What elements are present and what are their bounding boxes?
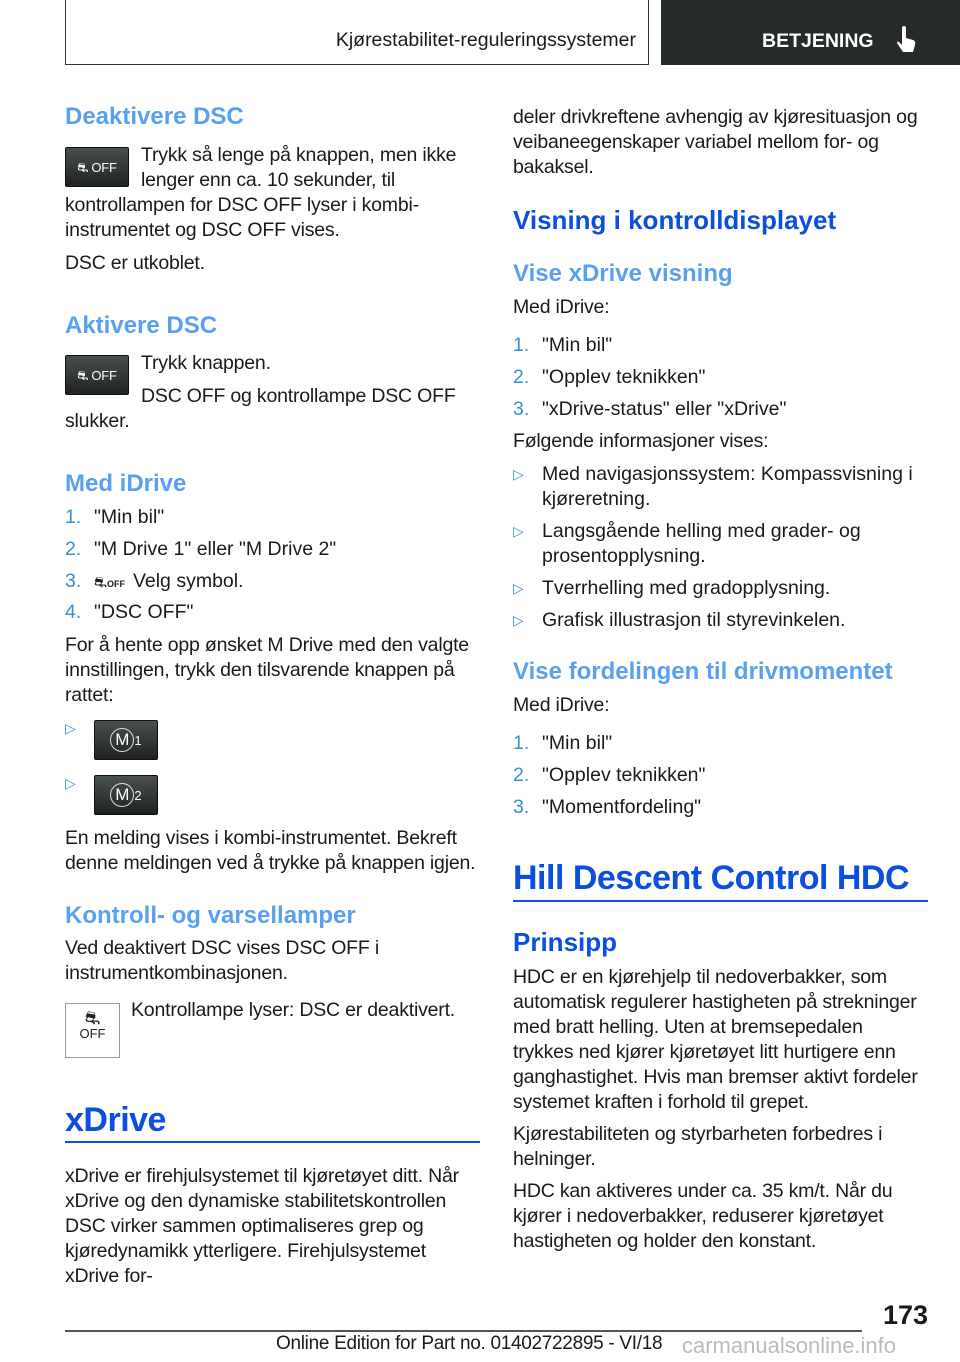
bullet-triangle-icon: ▷ <box>513 523 524 539</box>
list-item: 2. "M Drive 1" eller "M Drive 2" <box>65 538 337 560</box>
heading-activate-dsc: Aktivere DSC <box>65 312 218 339</box>
dsc-off-symbol-icon: ⛐OFF <box>94 574 125 591</box>
idrive-intro: Med iDrive: <box>513 296 610 318</box>
heading-principle: Prinsipp <box>513 927 618 957</box>
bullet-item: ▷ Grafisk illustrasjon til styrevinkelen. <box>513 609 846 631</box>
car-skid-icon: ⛐ <box>77 367 89 383</box>
bullet-item: ▷ Med navigasjonssystem: Kompassvisning i kjøreretning. <box>513 463 913 510</box>
list-item: 1. "Min bil" <box>513 334 613 356</box>
m1-button[interactable]: M 1 <box>94 720 158 760</box>
activate-paragraph: ⛐ OFF Trykk knappen. DSC OFF og kontrollampe DSC OFF slukker. <box>65 352 456 432</box>
heading-rule <box>513 900 928 902</box>
idrive-intro: Med iDrive: <box>513 694 610 716</box>
hdc-paragraph-2: Kjørestabiliteten og styrbarheten forbedres i helninger. <box>513 1123 883 1170</box>
m-drive-paragraph: For å hente opp ønsket M Drive med den valgte innstillingen, trykk den tilsvarende knappen på rattet: <box>65 634 469 706</box>
bullet-m1 <box>65 716 484 760</box>
header-chapter-tab[interactable] <box>661 0 960 65</box>
lamp-description: Kontrollampe lyser: DSC er deaktivert. <box>131 999 456 1021</box>
header-section-box <box>65 0 649 65</box>
xdrive-paragraph-continued: deler drivkreftene avhengig av kjøresituasjon og veibaneegenskaper variabel mellom for- og bakaksel. <box>513 106 918 178</box>
car-skid-icon: ⛐ <box>77 159 89 175</box>
list-item: 4. "DSC OFF" <box>65 601 194 623</box>
footer-edition: Online Edition for Part no. 01402722895 - VI/18 <box>276 1333 663 1354</box>
hdc-paragraph-3: HDC kan aktiveres under ca. 35 km/t. Når du kjører i nedoverbakker, reduserer kjøretøyet hastigheten og holder den konstant. <box>513 1180 893 1252</box>
deactivate-paragraph: ⛐ OFF Trykk så lenge på knappen, men ikke lenger enn ca. 10 sekunder, til kontrollampen for DSC OFF lyser i kombi-instrumentet og DSC OFF vises. <box>65 144 457 241</box>
car-skid-icon: ⛐ <box>84 1008 101 1028</box>
dsc-off-button-icon: ⛐ OFF <box>65 355 129 395</box>
watermark: carmanualsonline.info <box>682 1333 897 1358</box>
heading-lamps: Kontroll- og varsellamper <box>65 902 356 929</box>
bullet-triangle-icon: ▷ <box>513 466 524 482</box>
lamps-paragraph: Ved deaktivert DSC vises DSC OFF i instrumentkombinasjonen. <box>65 937 379 984</box>
chapter-title: BETJENING <box>762 30 874 52</box>
list-item: 3. "xDrive-status" eller "xDrive" <box>513 398 787 420</box>
dsc-off-status: DSC er utkoblet. <box>65 252 205 274</box>
list-item: 3. "Momentfordeling" <box>513 796 702 818</box>
heading-torque-distribution: Vise fordelingen til drivmomentet <box>513 658 893 685</box>
dsc-off-lamp-icon: ⛐ OFF <box>65 1003 120 1058</box>
heading-rule <box>65 1141 480 1143</box>
m2-button[interactable]: M 2 <box>94 775 158 815</box>
bullet-triangle-icon: ▷ <box>513 612 524 628</box>
bullet-item: ▷ Langsgående helling med grader- og prosentopplysning. <box>513 520 861 567</box>
list-item: 1. "Min bil" <box>65 506 165 528</box>
list-item: 1. "Min bil" <box>513 732 613 754</box>
bullet-triangle-icon: ▷ <box>513 580 524 596</box>
heading-xdrive-view: Vise xDrive visning <box>513 260 733 287</box>
heading-deactivate-dsc: Deaktivere DSC <box>65 103 244 130</box>
info-intro: Følgende informasjoner vises: <box>513 430 769 452</box>
heading-hdc: Hill Descent Control HDC <box>513 859 910 897</box>
xdrive-paragraph: xDrive er firehjulsystemet til kjøretøyet ditt. Når xDrive og den dynamiske stabilitetskontrollen DSC virker sammen optimaliseres grep og kjøredynamikk ytterligere. Firehjulsystemet xDrive for- <box>65 1165 459 1287</box>
list-item: 3. ⛐OFF Velg symbol. <box>65 570 244 592</box>
dsc-off-button-icon: ⛐ OFF <box>65 147 129 187</box>
list-item: 2. "Opplev teknikken" <box>513 764 706 786</box>
heading-control-display: Visning i kontrolldisplayet <box>513 205 837 235</box>
message-paragraph: En melding vises i kombi-instrumentet. Bekreft denne meldingen ved å trykke på knappen igjen. <box>65 827 476 874</box>
bullet-item: ▷ Tverrhelling med gradopplysning. <box>513 577 831 599</box>
bullet-m2 <box>65 771 484 815</box>
heading-xdrive: xDrive <box>65 1101 166 1139</box>
heading-med-idrive: Med iDrive <box>65 470 187 497</box>
page-number: 173 <box>882 1300 928 1330</box>
hdc-paragraph-1: HDC er en kjørehjelp til nedoverbakker, som automatisk regulerer hastigheten på strekninger med bratt helling. Uten at bremsepedalen trykkes ned kjører kjøretøyet litt hurtigere enn ganghastighet. Hvis man bremser aktivt fordeler systemet kraften i forhold til grepet. <box>513 966 918 1113</box>
list-item: 2. "Opplev teknikken" <box>513 366 706 388</box>
bullet-triangle-icon: ▷ <box>65 720 76 736</box>
footer-rule <box>65 1330 862 1332</box>
bullet-triangle-icon: ▷ <box>65 775 76 791</box>
header-section-title: Kjørestabilitet-reguleringssystemer <box>335 29 636 51</box>
hand-pointer-icon <box>895 26 919 54</box>
